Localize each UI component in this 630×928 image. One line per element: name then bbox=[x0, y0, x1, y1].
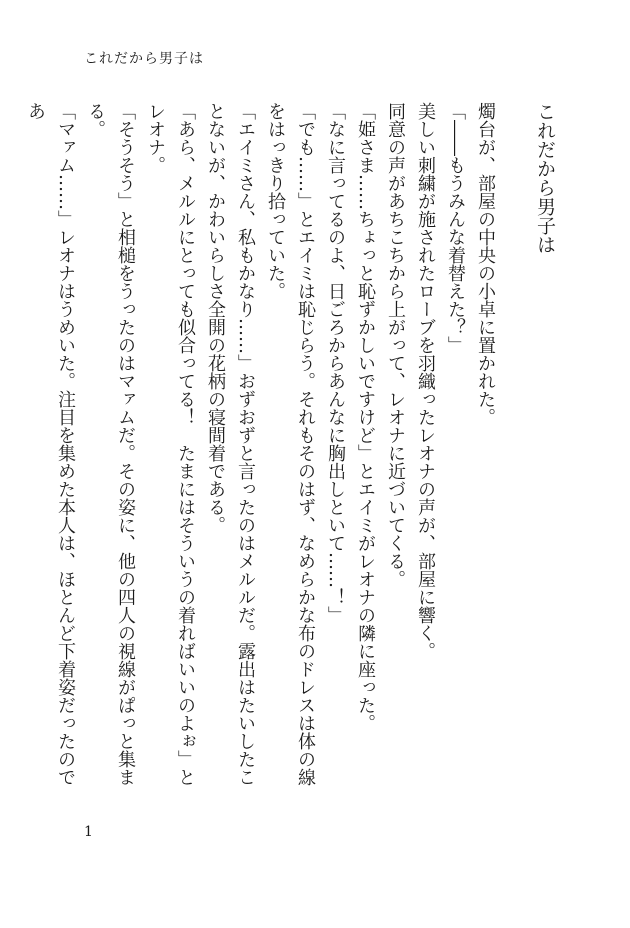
paragraph: 「――もうみんな着替えた？」 bbox=[445, 102, 466, 354]
paragraph: 「なに言ってるのよ、日ごろからあんなに胸出しといて……！」 bbox=[325, 102, 346, 624]
vertical-text-body bbox=[25, 102, 560, 802]
running-head: これだから男子は bbox=[84, 51, 204, 67]
paragraph: 燭台が、部屋の中央の小卓に置かれた。 bbox=[475, 102, 496, 426]
paragraph: 「エイミさん、私もかなり……」おずおずと言ったのはメルルだ。露出はたいしたことないが、かわいらしさ全開の花柄の寝間着である。 bbox=[205, 102, 256, 786]
paragraph: 「姫さま……ちょっと恥ずかしいですけど」とエイミがレオナの隣に座った。 bbox=[355, 102, 376, 732]
paragraph: 「マァム……」レオナはうめいた。注目を集めた本人は、ほとんど下着姿だったのであ bbox=[25, 102, 76, 786]
paragraph: 「あら、メルルにとっても似合ってる！ たまにはそういうの着ればいいのよぉ」とレオナ。 bbox=[145, 102, 196, 786]
paragraph: 同意の声があちこちから上がって、レオナに近づいてくる。 bbox=[385, 102, 406, 588]
page-number: 1 bbox=[84, 824, 93, 840]
paragraph: 「そうそう」と相槌をうったのはマァムだ。その姿に、他の四人の視線がぱっと集まる。 bbox=[85, 102, 136, 786]
paragraph: 美しい刺繍が施されたローブを羽織ったレオナの声が、部屋に響く。 bbox=[415, 102, 436, 660]
chapter-title: これだから男子は bbox=[534, 102, 556, 254]
paragraph: 「でも……」とエイミは恥じらう。それもそのはず、なめらかな布のドレスは体の線をはっきり拾っていた。 bbox=[265, 102, 316, 786]
